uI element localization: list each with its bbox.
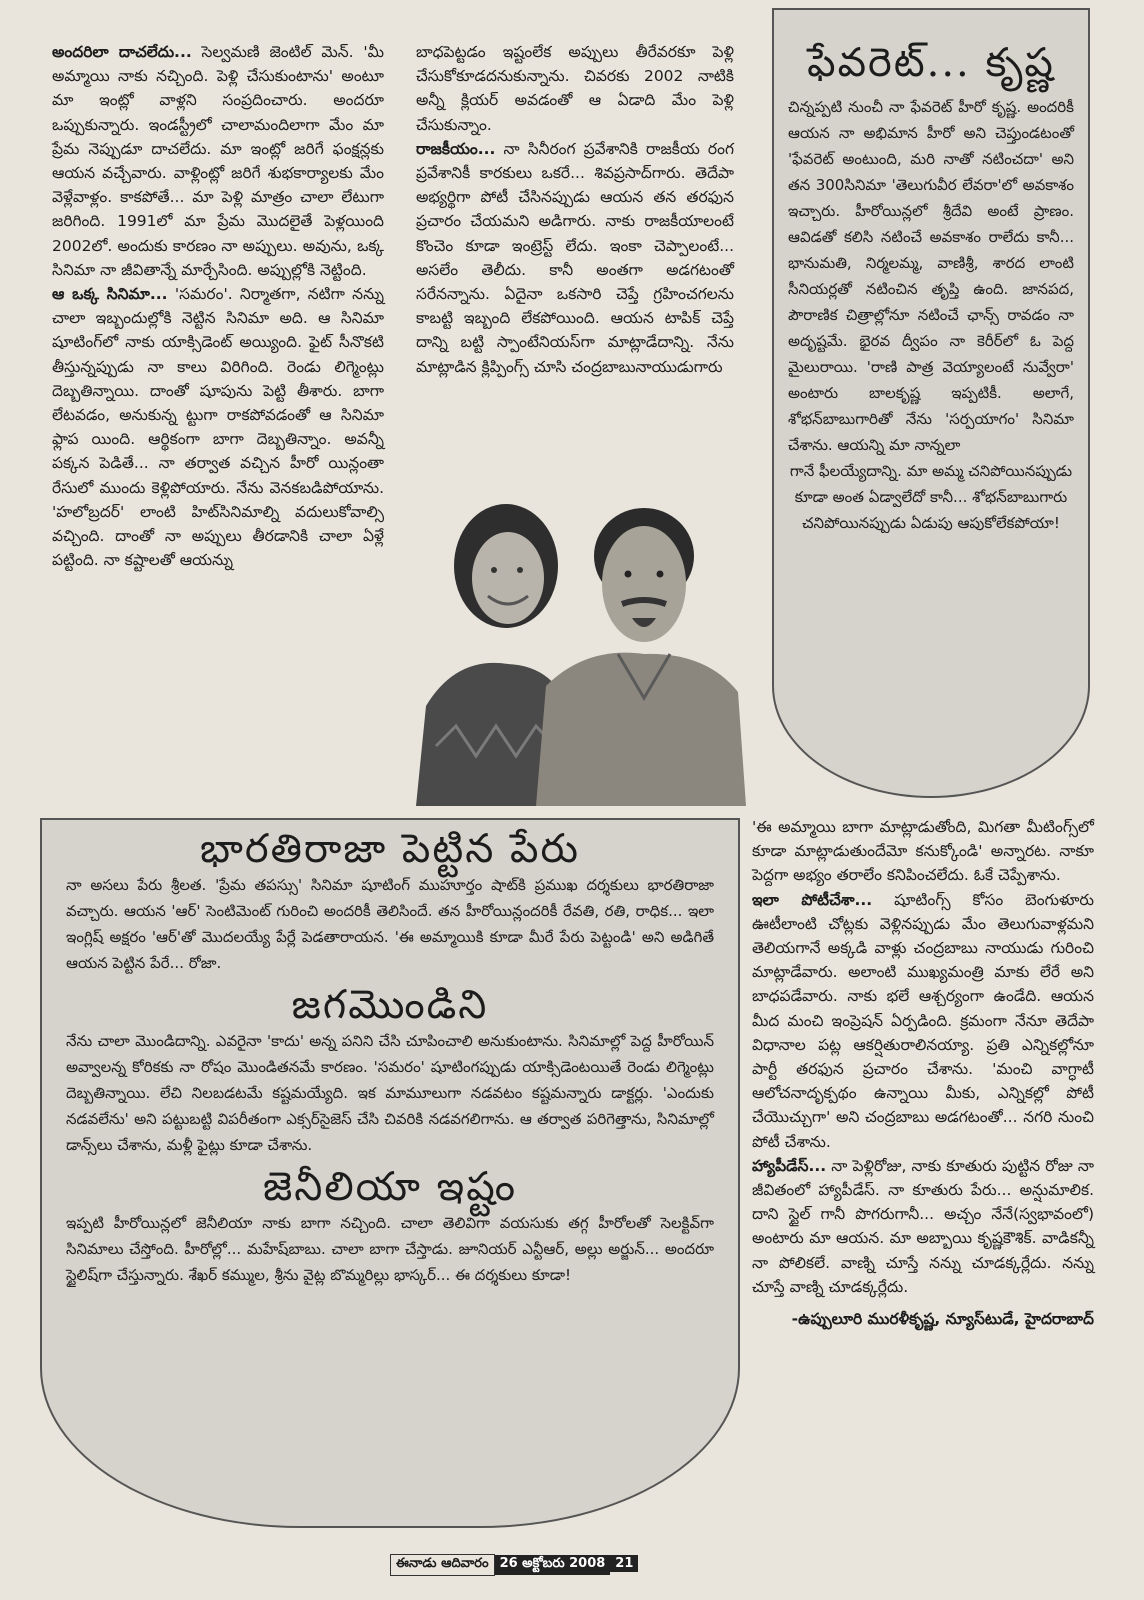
section-text-stubborn: నేను చాలా మొండిదాన్ని. ఎవరైనా 'కాదు' అన్న పనిని చేసి చూపించాలి అనుకుంటాను. సినిమాల్లో పెద్ద హీరోయిన్ అవ్వాలన్న కోరికకు నా రోషం మొండితనమే కారణం. 'సమరం' షూటింగప్పుడు యాక్సిడెంటయితే రెండు లిగ్మెంట్లు దెబ్బతిన్నాయి. లేచి నిలబడటమే కష్టమయ్యేది. ఇక మామూలుగా నడవటం కష్టమన్నారు డాక్టర్లు. 'ఎందుకు నడవలేను' అని పట్టుబట్టి విపరీతంగా ఎక్సర్‌సైజెస్ చేసి చివరికి నడవగలిగాను. ఆ తర్వాత పరిగెత్తాను, సినిమాల్లో డాన్స్‌లు చేశాను, మళ్లీ ఫైట్లు కూడా చేశాను. [66,1032,714,1154]
paragraph-text: నా సినీరంగ ప్రవేశానికి రాజకీయ రంగ ప్రవేశానికీ కారకులు ఒకరే... శివప్రసాద్‌గారు. తెదేపా అభ్యర్థిగా పోటీ చేసినప్పుడు ఆయన తన తరఫున ప్రచారం చేయమని అడిగారు. నాకు రాజకీయాలంటే కొంచెం కూడా ఇంట్రెస్ట్ లేదు. ఇంకా చెప్పాలంటే... అసలేం తెలీదు. కానీ అంతగా అడగటంతో సరేనన్నాను. ఏదైనా ఒకసారి చెప్తే గ్రహించగలను కాబట్టి ఇబ్బంది లేకపోయింది. ఆయన టాపిక్ చెప్తే దాన్ని బట్టి స్పాంటేనియస్‌గా మాట్లాడేదాన్ని. నేను మాట్లాడిన క్లిప్పింగ్స్ చూసి చంద్రబాబునాయుడుగారు [416,139,734,376]
section-text-genelia: ఇప్పటి హీరోయిన్లలో జెనీలియా నాకు బాగా నచ్చింది. చాలా తెలివిగా వయసుకు తగ్గ హీరోలతో సెలక్టివ్‌గా సినిమాలు చేస్తోంది. హీరోల్లో... మహేష్‌బాబు. చాలా బాగా చేస్తాడు. జూనియర్ ఎన్టీఆర్, అల్లు అర్జున్... అందరూ స్టైలిష్‌గా చేస్తున్నారు. శేఖర్ కమ్ముల, శ్రీను వైట్ల బొమ్మరిల్లు భాస్కర్... ఈ దర్శకులు కూడా! [66,1214,714,1284]
section-heading-genelia: జెనీలియా ఇష్టం [263,1164,517,1210]
byline: -ఉప్పులూరి మురళీకృష్ణ, న్యూస్‌టుడే, హైదరాబాద్ [791,1310,1094,1329]
section-text-bharathiraja: నా అసలు పేరు శ్రీలత. 'ప్రేమ తపస్సు' సినిమా షూటింగ్ ముహూర్తం షాట్‌కి ప్రముఖ దర్శకులు భారతిరాజా వచ్చారు. ఆయన 'ఆర్' సెంటిమెంట్ గురించి అందరికీ తెలిసిందే. తన హీరోయిన్లందరికీ రేవతి, రతి, రాధిక... ఇలా ఇంగ్లిష్ అక్షరం 'ఆర్'తో మొదలయ్యే పేర్లే పెడతారాయన. 'ఈ అమ్మాయికి కూడా మీరే పేరు పెట్టండి' అని అడిగితే ఆయన పెట్టిన పేరే... రోజా. [66,876,714,972]
paragraph-lead: అందరిలా దాచలేదు... [52,43,192,61]
publication-name: ఈనాడు ఆదివారం [390,1554,495,1576]
couple-photo [396,486,760,806]
paragraph-text: సెల్వమణి జెంటిల్ మెన్. 'మీ అమ్మాయి నాకు నచ్చింది. పెళ్లి చేసుకుంటాను' అంటూ మా ఇంట్లో వాళ్లని సంప్రదించారు. అందరూ ఒప్పుకున్నారు. ఇండస్ట్రీలో చాలామందిలాగా మేం మా ప్రేమ నెప్పుడూ దాచలేదు. మా ఇంట్లో జరిగే ఫంక్షన్లకు ఆయన వచ్చేవారు. వాళ్లింట్లో జరిగే శుభకార్యాలకు మేం వెళ్లేవాళ్లం. కాకపోతే... మా పెళ్లి మాత్రం చాలా లేటుగా జరిగింది. 1991లో మా ప్రేమ మొదలైతే పెళ్లయింది 2002లో. అందుకు కారణం నా అప్పులు. అవును, ఒక్క సినిమా నా జీవితాన్నే మార్చేసింది. అప్పుల్లోకి నెట్టింది. [52,43,384,279]
favorite-text-end: గానే ఫీలయ్యేదాన్ని. మా అమ్మ చనిపోయినప్పుడు కూడా అంత ఏడ్వాలేదో కానీ... శోభన్‌బాబుగారు చనిపోయినప్పుడు ఏడుపు ఆపుకోలేకపోయా! [789,462,1073,532]
paragraph [752,815,1094,888]
paragraph [752,1154,1094,1299]
paragraph-text: బాధపెట్టడం ఇష్టంలేక అప్పులు తీరేవరకూ పెళ్లి చేసుకోకూడదనుకున్నాను. చివరకు 2002 నాటికి అన్నీ క్లియర్ అవడంతో ఆ ఏడాది మేం పెళ్లి చేసుకున్నాం. [416,43,734,134]
paragraph-lead: ఆ ఒక్క సినిమా... [52,285,168,304]
favorite-sidebar-box [772,8,1090,798]
article-column-1 [52,40,384,572]
section-heading-stubborn: జగమొండిని [291,982,489,1028]
paragraph-text: షూటింగ్స్ కోసం బెంగుళూరు ఊటీలాంటి చోట్లకు వెళ్లినప్పుడు మేం తెలుగువాళ్లమని తెలియగానే అక్కడి వాళ్లు చంద్రబాబు నాయుడు గురించి మాట్లాడేవారు. అలాంటి ముఖ్యమంత్రి మాకు లేరే అని బాధపడేవారు. నాకు భలే ఆశ్చర్యంగా ఉండేది. ఆయన మీద మంచి ఇంప్రెషన్ ఏర్పడింది. క్రమంగా నేనూ తెదేపా విధానాల పట్ల ఆకర్షితురాలినయ్యా. ప్రతి ఎన్నికల్లోనూ పార్టీ తరఫున ప్రచారం చేశాను. 'మంచి వాగ్ధాటీ ఆలోచనాదృక్పథం ఉన్నాయి మీకు, ఎన్నికల్లో పోటీ చేయొచ్చుగా' అని చంద్రబాబు అడగటంతో... నగరి నుంచి పోటీ చేశాను. [752,890,1094,1151]
favorite-title: ఫేవరెట్... కృష్ణ [807,40,1055,86]
paragraph [416,137,734,379]
paragraph-lead: రాజకీయం... [416,139,496,158]
article-column-3 [752,815,1094,1331]
article-column-2 [416,40,734,379]
page-footer [390,1554,638,1576]
bottom-feature-box [40,818,740,1528]
issue-date: 26 అక్టోబరు 2008 [495,1555,611,1575]
page-number: 21 [610,1555,638,1572]
favorite-text: చిన్నప్పటి నుంచీ నా ఫేవరెట్ హీరో కృష్ణ. అందరికీ ఆయన నా అభిమాన హీరో అని చెప్తుండటంతో 'ఫేవరెట్ అంటుంది, మరి నాతో నటించదా' అని తన 300సినిమా 'తెలుగువీర లేవరా'లో అవకాశం ఇచ్చారు. హీరోయిన్లలో శ్రీదేవి అంటే ప్రాణం. ఆవిడతో కలిసి నటించే అవకాశం రాలేదు కానీ... భానుమతి, నిర్మలమ్మ, వాణిశ్రీ, శారద లాంటి సీనియర్లతో నటించిన తృప్తి ఉంది. జానపద, పౌరాణిక చిత్రాల్లోనూ నటించే ఛాన్స్ రావడం నా అదృష్టమే. భైరవ ద్వీపం నా కెరీర్‌లో ఓ పెద్ద మైలురాయి. 'రాణి పాత్ర వెయ్యాలంటే నువ్వేరా' అంటారు బాలకృష్ణ ఇప్పటికీ. అలాగే, శోభన్‌బాబుగారితో నేను 'సర్పయాగం' సినిమా చేశాను. ఆయన్ని మా నాన్నలా [788,98,1074,454]
paragraph [416,40,734,137]
paragraph-text: 'ఈ అమ్మాయి బాగా మాట్లాడుతోంది, మిగతా మీటింగ్స్‌లో కూడా మాట్లాడుతుందేమో కనుక్కోండి' అన్నారట. నాకూ పెద్దగా అభ్యం తరాలేం కనిపించలేదు. ఓకే చెప్పేశాను. [752,818,1094,885]
section-heading-bharathiraja: భారతిరాజా పెట్టిన పేరు [199,826,581,872]
paragraph-lead: ఇలా పోటీచేశా... [752,890,873,909]
paragraph-text: 'సమరం'. నిర్మాతగా, నటిగా నన్ను చాలా ఇబ్బందుల్లోకి నెట్టిన సినిమా అది. ఆ సినిమా షూటింగ్‌లో నాకు యాక్సిడెంట్ అయ్యింది. ఫైట్ సీనొకటి తీస్తున్నప్పుడు నా కాలు విరిగింది. రెండు లిగ్మెంట్లు దెబ్బతిన్నాయి. దాంతో షూపును పెట్టి తీశారు. బాగా లేటవడం, అనుకున్న ట్టుగా రాకపోవడంతో ఆ సినిమా ఫ్లాప యింది. ఆర్థికంగా బాగా దెబ్బతిన్నాం. అవన్నీ పక్కన పెడితే... నా తర్వాత వచ్చిన హీరో యిన్లంతా రేసులో ముందు కెళ్లిపోయారు. నేను వెనకబడిపోయాను. 'హలోబ్రదర్' లాంటి హిట్‌సినిమాల్ని వదులుకోవాల్సి వచ్చింది. దాంతో నా అప్పులు తీరడానికి చాలా ఏళ్లే పట్టింది. నా కష్టాలతో ఆయన్ను [52,285,384,570]
paragraph-lead: హ్యాపీడేస్... [752,1156,827,1175]
paragraph [52,282,384,572]
paragraph [752,888,1094,1154]
paragraph [52,40,384,282]
paragraph-text: నా పెళ్లిరోజు, నాకు కూతురు పుట్టిన రోజు నా జీవితంలో హ్యాపీడేస్. నా కూతురు పేరు... అన్షుమాలిక. దాని స్టైల్ గానీ పొగరుగానీ... అచ్చం నేనే(స్వభావంలో) అంటారు మా ఆయన. మా అబ్బాయి కృష్ణకౌశిక్. వాడికన్నీ నా పోలికలే. వాణ్ని చూస్తే నన్ను చూడక్కర్లేదు. నన్ను చూస్తే వాణ్ని చూడక్కర్లేదు. [752,1156,1094,1296]
